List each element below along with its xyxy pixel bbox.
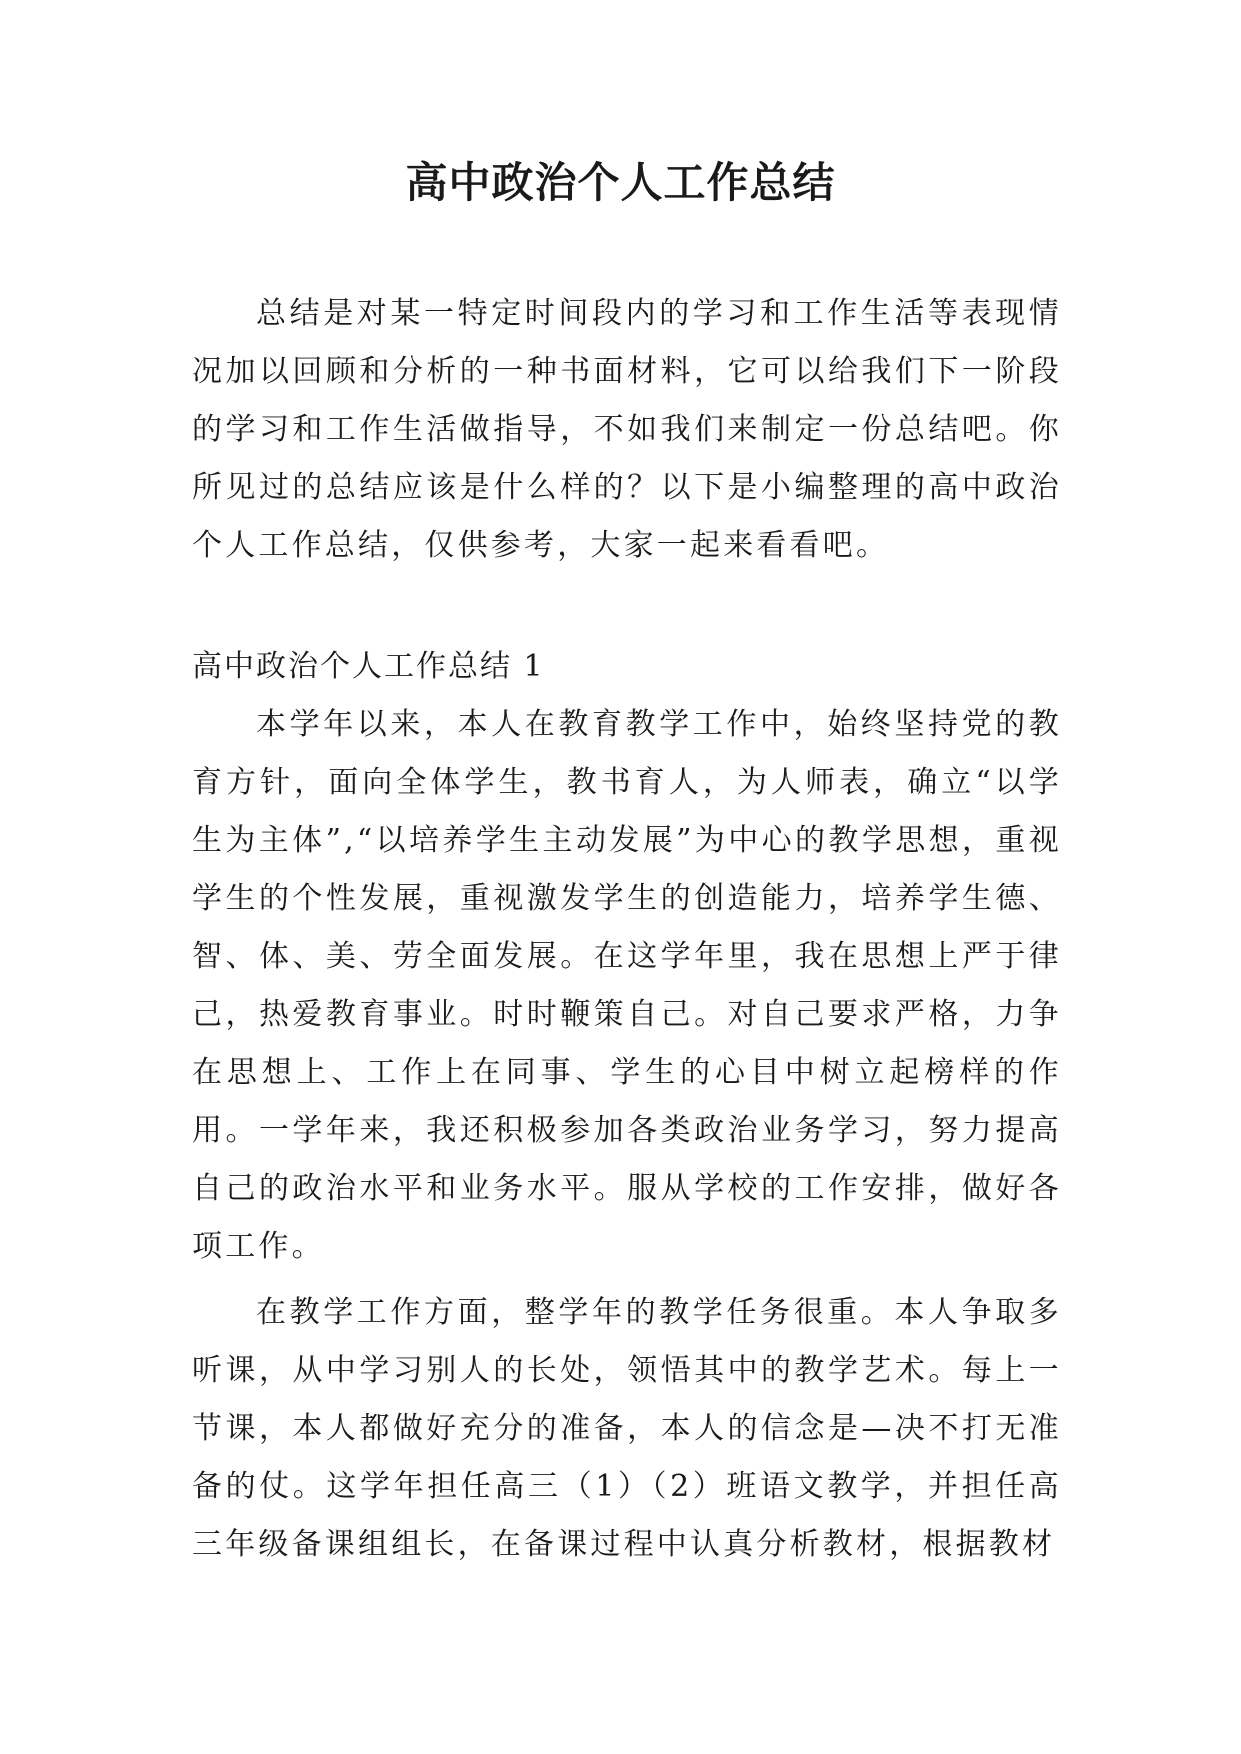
body-paragraph: 在教学工作方面，整学年的教学任务很重。本人争取多听课，从中学习别人的长处，领悟其中的教学艺术。每上一节课，本人都做好充分的准备，本人的信念是—决不打无准备的仗。这学年担任高三（1）（2）班语文教学，并担任高三年级备课组组长，在备课过程中认真分析教材，根据教材 (192, 1295, 1062, 1562)
document-title: 高中政治个人工作总结 (405, 158, 836, 207)
intro-paragraph: 总结是对某一特定时间段内的学习和工作生活等表现情况加以回顾和分析的一种书面材料，它可以给我们下一阶段的学习和工作生活做指导，不如我们来制定一份总结吧。你所见过的总结应该是什么样的？以下是小编整理的高中政治个人工作总结，仅供参考，大家一起来看看吧。 (192, 296, 1062, 563)
section-heading: 高中政治个人工作总结 1 (192, 649, 545, 684)
body-paragraph: 本学年以来，本人在教育教学工作中，始终坚持党的教育方针，面向全体学生，教书育人，为人师表，确立“以学生为主体”,“以培养学生主动发展”为中心的教学思想，重视学生的个性发展，重视激发学生的创造能力，培养学生德、智、体、美、劳全面发展。在这学年里，我在思想上严于律己，热爱教育事业。时时鞭策自己。对自己要求严格，力争在思想上、工作上在同事、学生的心目中树立起榜样的作用。一学年来，我还积极参加各类政治业务学习，努力提高自己的政治水平和业务水平。服从学校的工作安排，做好各项工作。 (192, 707, 1062, 1264)
